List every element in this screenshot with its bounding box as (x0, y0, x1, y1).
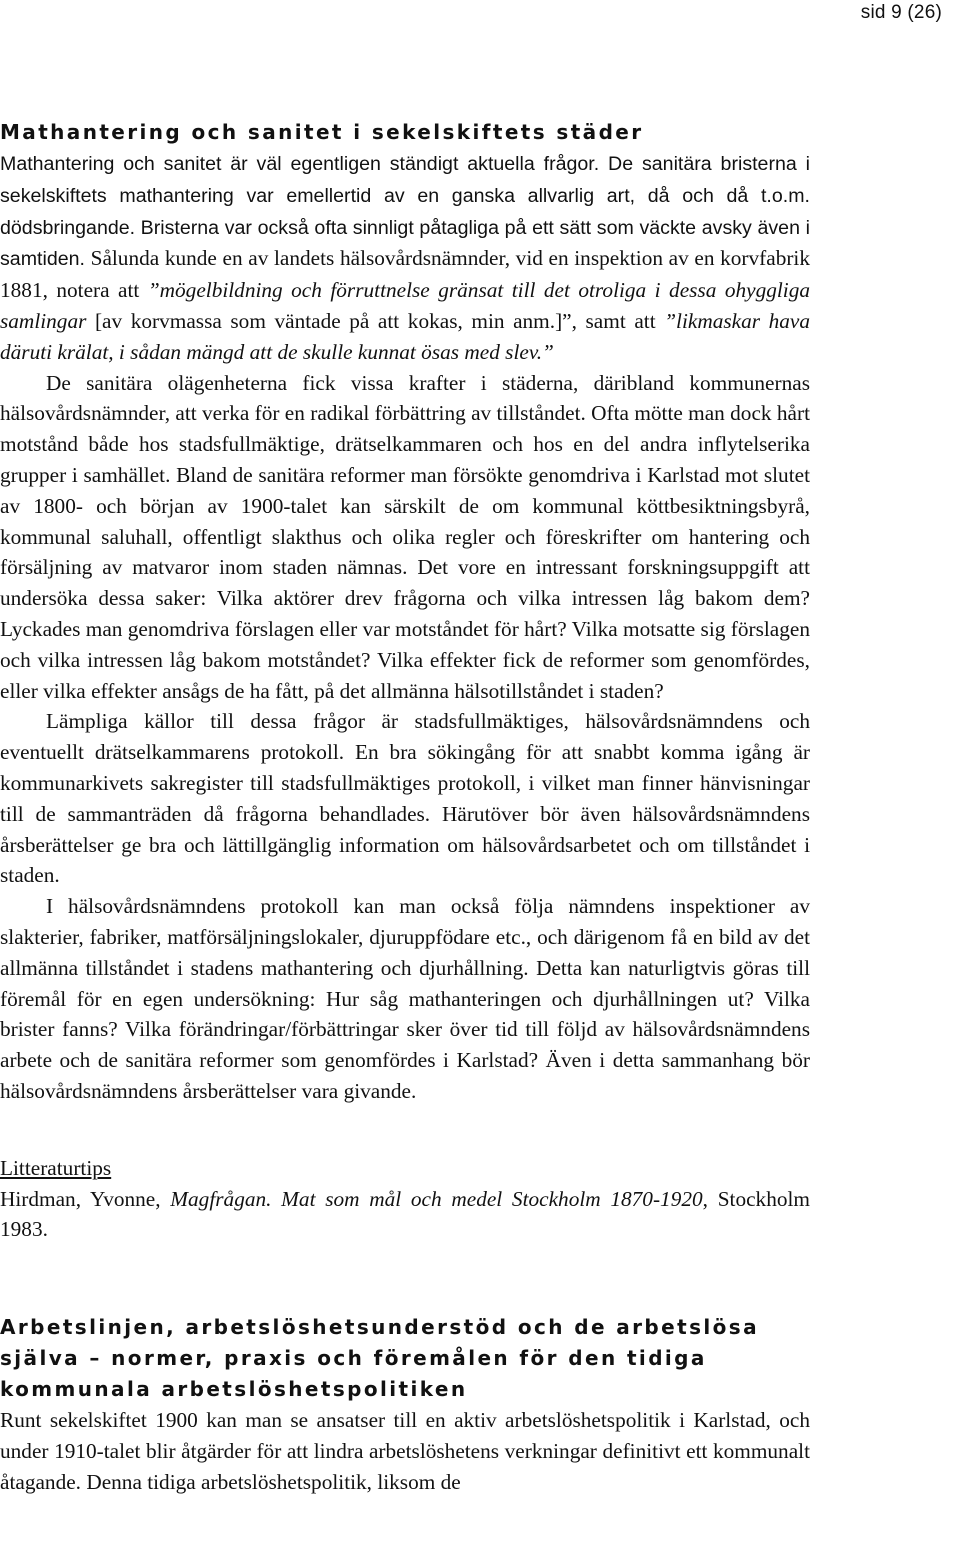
paragraph-inspections: I hälsovårdsnämndens protokoll kan man också följa nämndens inspektioner av slakterier, fabriker, matförsäljningslokaler, djuruppfödare etc., och därigenom få en bild av det allmänna tillståndet i stadens mathantering och djurhållning. Detta kan naturligtvis göras till föremål för en egen undersökning: Hur såg mathanteringen och djurhållningen ut? Vilka brister fanns? Vilka förändringar/förbättringar sker över tid till följd av hälsovårdsnämndens arbete och de sanitära reformer som genomfördes i Karlstad? Även i detta sammanhang bör hälsovårdsnämndens årsberättelser vara givande. (0, 894, 810, 1103)
quotation-2: ”likmaskar hava däruti krälat, i sådan mängd att de skulle kunnat ösas med slev.” (0, 308, 810, 364)
author-note: [av korvmassa som väntade på att kokas, min anm.] (86, 308, 563, 333)
document-body (0, 117, 810, 1497)
literature-reference (0, 1184, 810, 1246)
section-food-sanitation (0, 117, 810, 1245)
reference-title: Magfrågan. Mat som mål och medel Stockholm 1870-1920 (170, 1186, 703, 1211)
intro-sans-text: Mathantering och sanitet är väl egentligen ständigt aktuella frågor. De sanitära bristerna i sekelskiftets mathantering var emellertid av en ganska allvarlig art, då och då t.o.m. dödsbringande. (0, 153, 810, 239)
page-number: sid 9 (26) (860, 2, 942, 23)
intro-serif-text: Sålunda kunde en av landets hälsovårdsnämnder, vid en inspektion av en korvfabrik 1881, notera att (0, 246, 810, 303)
section-unemployment (0, 1312, 810, 1497)
quote-connector: ”, samt att (562, 308, 665, 333)
paragraph-intro (0, 148, 810, 368)
section-heading: Mathantering och sanitet i sekelskiftets städer (0, 120, 644, 144)
paragraph-sources: Lämpliga källor till dessa frågor är stadsfullmäktiges, hälsovårdsnämndens och eventuellt drätselkammarens protokoll. En bra sökingång för att snabbt komma igång är kommunarkivets sakregister till stadsfullmäktiges protokoll, i vilket man finner hänvisningar till de sammanträden då frågorna behandlades. Härutöver bör även hälsovårdsnämndens årsberättelser ge bra och lättillgänglig information om hälsovårdsarbetet och om tillståndet i staden. (0, 709, 810, 888)
paragraph-reforms: De sanitära olägenheterna fick vissa krafter i städerna, däribland kommunernas hälsovårdsnämnder, att verka för en radikal förbättring av tillståndet. Ofta mötte man dock hårt motstånd både hos stadsfullmäktige, drätselkammaren och hos en del andra inflytelserika grupper i samhället. Bland de sanitära reformer man försökte genomdriva i Karlstad mot slutet av 1800- och början av 1900-talet kan särskilt de om kommunal köttbesiktningsbyrå, kommunal saluhall, offentligt slakthus och olika regler och föreskrifter om hantering och försäljning av matvaror inom staden nämnas. Det vore en intressant forskningsuppgift att undersöka dessa saker: Vilka aktörer drev frågorna och vilka intressen låg bakom dem? Lyckades man genomdriva förslagen eller var motståndet för hårt? Vilka motsatte sig förslagen och vilka intressen låg bakom motståndet? Vilka effekter fick de reformer som genomfördes, eller vilka effekter ansågs de ha fått, på det allmänna hälsotillståndet i staden? (0, 370, 810, 703)
section-heading: Arbetslinjen, arbetslöshetsunderstöd och de arbetslösa själva – normer, praxis och föremålen för den tidiga kommunala arbetslöshetspolitiken (0, 1315, 759, 1402)
literature-heading: Litteraturtips (0, 1155, 112, 1180)
reference-place-year: , Stockholm 1983. (0, 1186, 810, 1242)
reference-author: Hirdman, Yvonne, (0, 1186, 171, 1211)
paragraph-unemployment-intro: Runt sekelskiftet 1900 kan man se ansatser till en aktiv arbetslöshetspolitik i Karlstad, och under 1910-talet blir åtgärder för att lindra arbetslöshetens verkningar definitivt ett kommunalt åtagande. Denna tidiga arbetslöshetspolitik, liksom de (0, 1408, 810, 1494)
intro-sans-text-2: Bristerna var också ofta sinnligt påtagliga på ett sätt som väckte avsky även i samtiden. (0, 216, 810, 271)
quotation-1: ”mögelbildning och förruttnelse gränsat till det otroliga i dessa ohyggliga samlingar (0, 278, 811, 333)
